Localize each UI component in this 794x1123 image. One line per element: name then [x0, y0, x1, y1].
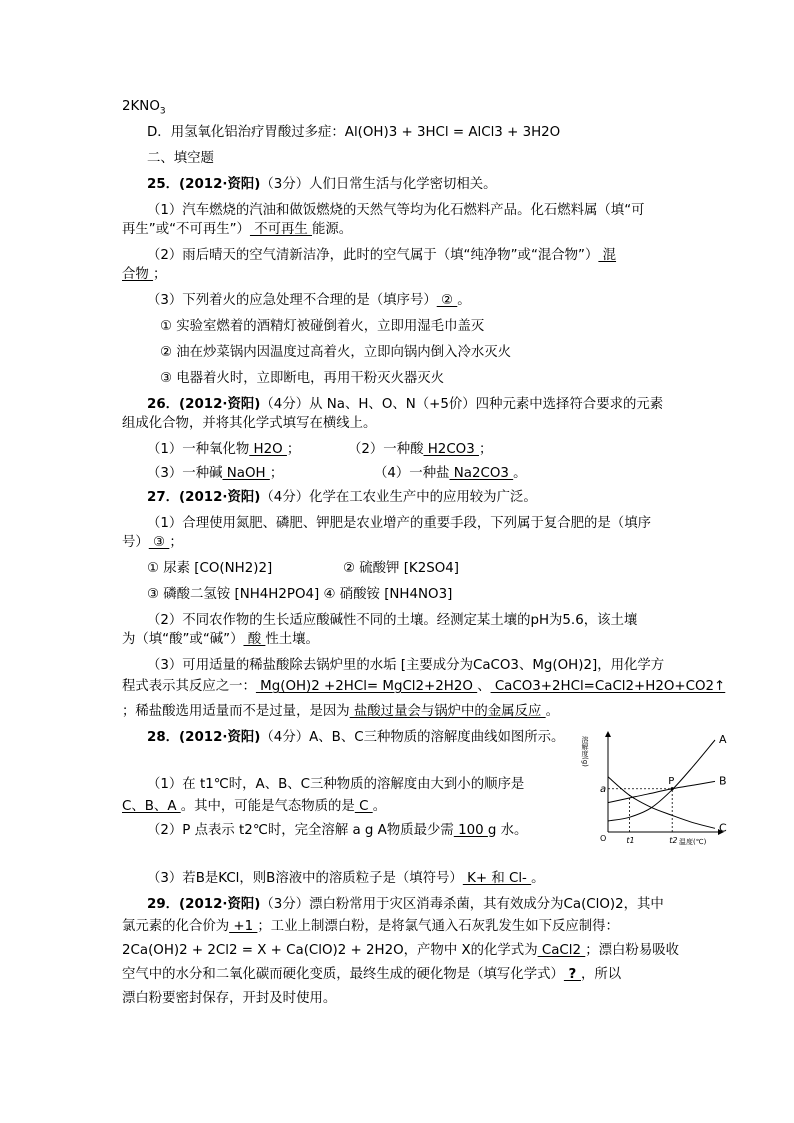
- y-axis-arrow: [605, 731, 611, 737]
- q25-header: 25．(2012·资阳)（3分）人们日常生活与化学密切相关。: [147, 177, 497, 192]
- q27-3-line2: 程式表示其反应之一： Mg(OH)2 +2HCl= MgCl2+2H2O 、 CaCO3+2HCl=CaCl2+H2O+CO2↑: [122, 679, 726, 694]
- y-axis-label: 溶解度(g): [581, 736, 589, 767]
- q25-1-line1: （1）汽车燃烧的汽油和做饭燃烧的天然气等均为化石燃料产品。化石燃料属（填“可: [147, 203, 645, 218]
- answer-blank: Mg(OH)2 +2HCl= MgCl2+2H2O: [255, 679, 478, 694]
- chart-series: [608, 740, 715, 828]
- q27-1-line2: 号） ③ ；: [122, 535, 183, 550]
- q28-1-line2: C、B、A 。其中，可能是气态物质的是 C 。: [122, 799, 387, 814]
- q27-header: 27．(2012·资阳)（4分）化学在工农业生产中的应用较为广泛。: [147, 490, 537, 505]
- q25-option-2: ② 油在炒菜锅内因温度过高着火，立即向锅内倒入冷水灭火: [160, 345, 512, 360]
- chart-labels: [581, 733, 727, 846]
- q25-option-1: ① 实验室燃着的酒精灯被碰倒着火，立即用湿毛巾盖灭: [160, 319, 485, 334]
- answer-blank: CaCO3+2HCl=CaCl2+H2O+CO2↑: [490, 679, 726, 694]
- q29-line5: 漂白粉要密封保存，开封及时使用。: [122, 991, 337, 1006]
- q26-line2: 组成化合物，并将其化学式填写在横线上。: [122, 416, 377, 431]
- series-label-c: C: [719, 821, 727, 835]
- q28-3: （3）若B是KCl，则B溶液中的溶质粒子是（填符号） K+ 和 Cl- 。: [147, 871, 545, 886]
- answer-blank: +1: [229, 919, 258, 934]
- answer-blank: ②: [436, 293, 458, 308]
- q25-3: （3）下列着火的应急处理不合理的是（填序号） ② 。: [147, 293, 471, 308]
- q27-option-2: ② 硫酸钾 [K2SO4]: [343, 561, 459, 576]
- origin-label: O: [600, 834, 607, 843]
- q28-2: （2）P 点表示 t2℃时，完全溶解 a g A物质最少需 100 g 水。: [147, 823, 528, 838]
- answer-blank: C: [354, 799, 373, 814]
- solubility-chart: [575, 728, 735, 846]
- q27-option-1: ① 尿素 [CO(NH2)2]: [147, 561, 273, 576]
- x-tick-t2: t2: [669, 836, 678, 845]
- line-01: $2KNO_3$: [122, 99, 166, 117]
- answer-blank: CaCl2: [537, 943, 586, 958]
- q25-1-line2: 再生”或“不可再生”） 不可再生 能源。: [122, 222, 353, 237]
- answer-blank: C、B、A: [122, 799, 181, 814]
- answer-blank: ③: [148, 535, 170, 550]
- q29-line4: 空气中的水分和二氧化碳而硬化变质，最终生成的硬化物是（填写化学式） ? ，所以: [122, 967, 622, 982]
- section-title: 二、填空题: [147, 151, 214, 166]
- q26-row2-right: （4）一种盐 Na2CO3 。: [374, 466, 527, 481]
- line-02: D．用氢氧化铝治疗胃酸过多症：Al(OH)3 + 3HCl = AlCl3 + 3H2O: [147, 125, 561, 140]
- series-label-a: A: [719, 733, 727, 746]
- q29-line3: 2Ca(OH)2 + 2Cl2 = X + Ca(ClO)2 + 2H2O，产物中 X的化学式为 CaCl2 ；漂白粉易吸收: [122, 943, 679, 958]
- x-axis-label: 温度(℃): [679, 838, 707, 846]
- point-p-label: P: [668, 775, 675, 787]
- q29-header: 29．(2012·资阳)（3分）漂白粉常用于灾区消毒杀菌，其有效成分为Ca(ClO)2，其中: [147, 897, 664, 912]
- point-p: [671, 787, 674, 790]
- x-tick-t1: t1: [626, 836, 635, 845]
- answer-blank: H2CO3: [423, 442, 479, 457]
- q29-line2: 氯元素的化合价为 +1 ；工业上制漂白粉，是将氯气通入石灰乳发生如下反应制得：: [122, 919, 619, 934]
- q27-1-line1: （1）合理使用氮肥、磷肥、钾肥是农业增产的重要手段，下列属于复合肥的是（填序: [147, 516, 651, 531]
- y-tick-a: a: [600, 783, 607, 795]
- answer-blank: H2O: [249, 442, 287, 457]
- q27-3-line3: ；稀盐酸选用适量而不是过量，是因为 盐酸过量会与锅炉中的金属反应 。: [122, 704, 560, 719]
- answer-blank: 盐酸过量会与锅炉中的金属反应: [349, 704, 546, 719]
- q27-options-3-4: ③ 磷酸二氢铵 [NH4H2PO4] ④ 硝酸铵 [NH4NO3]: [147, 587, 453, 602]
- q27-2-line1: （2）不同农作物的生长适应酸碱性不同的土壤。经测定某土壤的pH为5.6，该土壤: [147, 613, 638, 628]
- answer-blank: 混: [598, 248, 617, 263]
- answer-blank: 不可再生: [249, 222, 313, 237]
- answer-blank: ?: [563, 967, 581, 982]
- q25-2-line1: （2）雨后晴天的空气清新洁净，此时的空气属于（填“纯净物”或“混合物”） 混: [147, 248, 617, 263]
- answer-blank: K+ 和 Cl-: [462, 871, 532, 886]
- q26-row2-left: （3）一种碱 NaOH ；: [147, 466, 284, 481]
- chart-guides: [608, 787, 674, 832]
- q27-3-line1: （3）可用适量的稀盐酸除去锅炉里的水垢 [主要成分为CaCO3、Mg(OH)2]，用化学方: [147, 658, 665, 673]
- q28-1-line1: （1）在 t1℃时，A、B、C三种物质的溶解度由大到小的顺序是: [147, 777, 525, 792]
- q28-header: 28．(2012·资阳)（4分）A、B、C三种物质的溶解度曲线如图所示。: [147, 730, 565, 745]
- q25-option-3: ③ 电器着火时，立即断电，再用干粉灭火器灭火: [160, 371, 445, 386]
- answer-blank: Na2CO3: [449, 466, 514, 481]
- answer-blank: 酸: [243, 632, 266, 647]
- q26-row1-right: （2）一种酸 H2CO3 ；: [348, 442, 493, 457]
- q26-row1-left: （1）一种氧化物 H2O ；: [147, 442, 301, 457]
- q25-2-line2: 合物 ；: [122, 267, 167, 282]
- q26-header: 26．(2012·资阳)（4分）从 Na、H、O、N（+5价）四种元素中选择符合要求的元素: [147, 397, 664, 412]
- answer-blank: NaOH: [222, 466, 270, 481]
- series-line-a: [608, 740, 715, 821]
- answer-blank: 合物: [122, 267, 154, 282]
- answer-blank: 100: [453, 823, 488, 838]
- q27-2-line2: 为（填“酸”或“碱”） 酸 性土壤。: [122, 632, 319, 647]
- series-label-b: B: [719, 774, 727, 788]
